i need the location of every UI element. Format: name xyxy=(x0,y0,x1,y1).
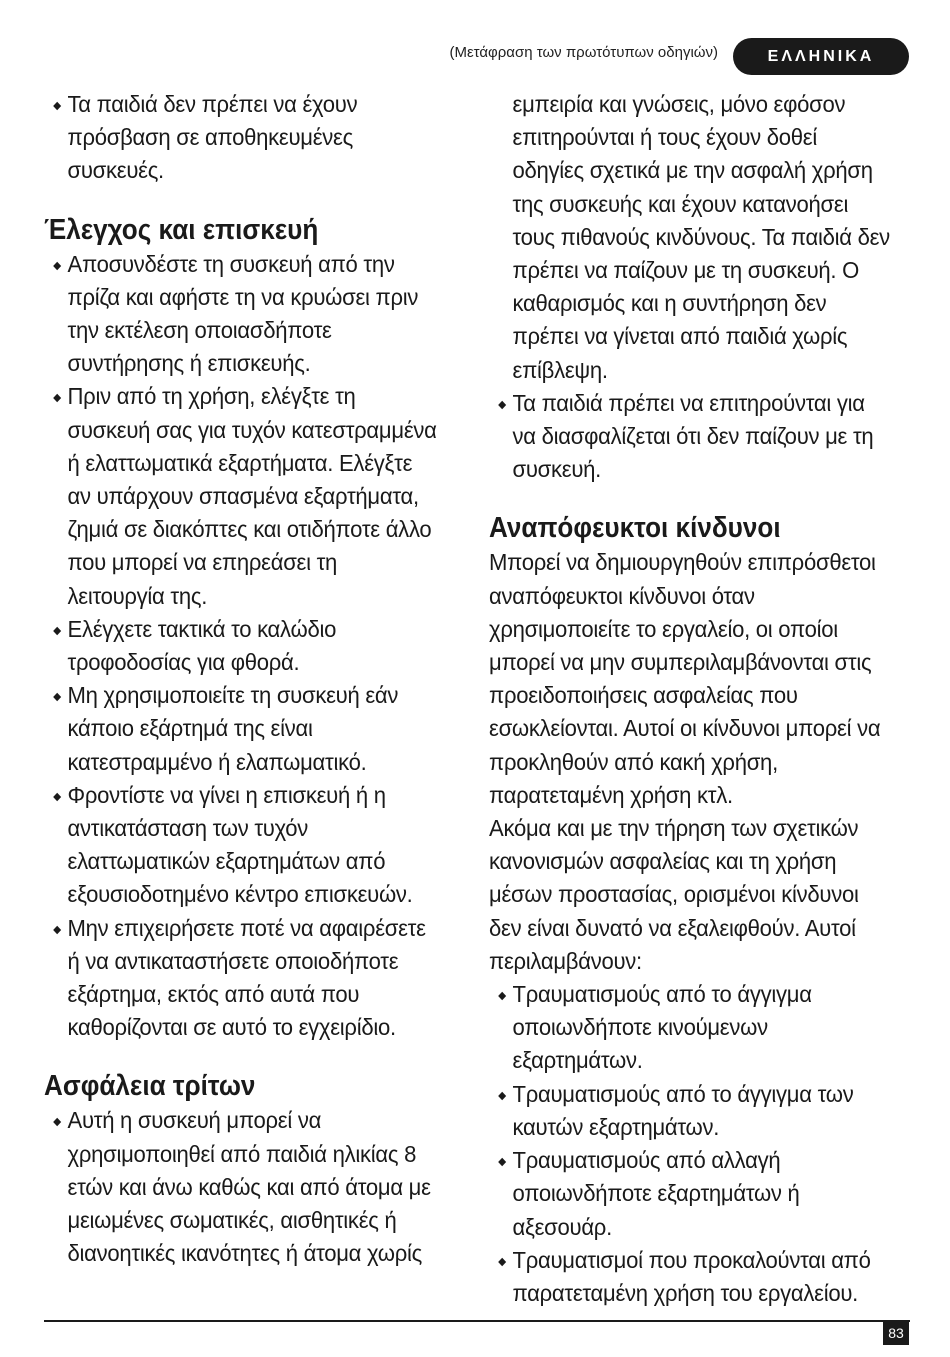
list-item: Τραυματισμοί που προκαλούνται από παρατεταμένη χρήση του εργαλείου. xyxy=(489,1244,893,1310)
translation-note: (Μετάφραση των πρωτότυπων οδηγιών) xyxy=(449,44,718,61)
right-column xyxy=(489,88,919,1310)
list-item: Τραυματισμούς από το άγγιγμα των καυτών εξαρτημάτων. xyxy=(489,1078,893,1144)
section-title-inspection-repair: Έλεγχος και επισκευή xyxy=(44,213,319,246)
left-column xyxy=(44,88,464,1271)
list-item: Τα παιδιά πρέπει να επιτηρούνται για να διασφαλίζεται ότι δεν παίζουν με τη συσκευή. xyxy=(489,387,893,487)
section-title-residual-risks: Αναπόφευκτοι κίνδυνοι xyxy=(489,512,781,545)
continued-text: εμπειρία και γνώσεις, μόνο εφόσον επιτηρούνται ή τους έχουν δοθεί οδηγίες σχετικά με την ασφαλή χρήση της συσκευής και έχουν κατανοήσει τους πιθανούς κινδύνους. Τα παιδιά δεν πρέπει να παίζουν με τη συσκευή. Ο καθαρισμός και η συντήρηση δεν πρέπει να γίνεται από παιδιά χωρίς επίβλεψη. xyxy=(512,91,890,383)
section-title-third-party-safety: Ασφάλεια τρίτων xyxy=(44,1070,256,1103)
list-item: Πριν από τη χρήση, ελέγξτε τη συσκευή σας για τυχόν κατεστραμμένα ή ελαττωματικά εξαρτήματα. Ελέγξτε αν υπάρχουν σπασμένα εξαρτήματα, ζημιά σε διακόπτες και οτιδήποτε άλλο που μπορεί να επηρεάσει τη λειτουργία της. xyxy=(44,380,439,612)
paragraph: Ακόμα και με την τήρηση των σχετικών κανονισμών ασφαλείας και τη χρήση μέσων προστασίας, ορισμένοι κίνδυνοι δεν είναι δυνατό να εξαλειφθούν. Αυτοί περιλαμβάνουν: xyxy=(489,815,859,974)
list-item: Φροντίστε να γίνει η επισκευή ή η αντικατάσταση των τυχόν ελαττωματικών εξαρτημάτων από εξουσιοδοτημένο κέντρο επισκευών. xyxy=(44,779,439,912)
list-item: Μην επιχειρήσετε ποτέ να αφαιρέσετε ή να αντικαταστήσετε οποιοδήποτε εξάρτημα, εκτός από αυτά που καθορίζονται σε αυτό το εγχειρίδιο. xyxy=(44,912,439,1045)
paragraph: Μπορεί να δημιουργηθούν επιπρόσθετοι αναπόφευκτοι κίνδυνοι όταν χρησιμοποιείτε το εργαλείο, οι οποίοι μπορεί να μην συμπεριλαμβάνονται στις προειδοποιήσεις ασφαλείας που εσωκλείονται. Αυτοί οι κίνδυνοι μπορεί να προκληθούν από κακή χρήση, παρατεταμένη χρήση κτλ. xyxy=(489,549,881,808)
intro-bullet: Τα παιδιά δεν πρέπει να έχουν πρόσβαση σε αποθηκευμένες συσκευές. xyxy=(44,88,439,188)
list-item: Τραυματισμούς από αλλαγή οποιωνδήποτε εξαρτημάτων ή αξεσουάρ. xyxy=(489,1144,893,1244)
list-item: Τραυματισμούς από το άγγιγμα οποιωνδήποτε κινούμενων εξαρτημάτων. xyxy=(489,978,893,1078)
list-item: Μη χρησιμοποιείτε τη συσκευή εάν κάποιο εξάρτημά της είναι κατεστραμμένο ή ελαπωματικό. xyxy=(44,679,439,779)
list-item: Αποσυνδέστε τη συσκευή από την πρίζα και αφήστε τη να κρυώσει πριν την εκτέλεση οποιασδήποτε συντήρησης ή επισκευής. xyxy=(44,248,439,381)
list-item: Ελέγχετε τακτικά το καλώδιο τροφοδοσίας για φθορά. xyxy=(44,613,439,679)
footer-divider xyxy=(44,1320,910,1322)
page-number: 83 xyxy=(883,1321,909,1345)
language-badge: ΕΛΛΗΝΙΚΑ xyxy=(733,38,909,75)
list-item: Αυτή η συσκευή μπορεί να χρησιμοποιηθεί από παιδιά ηλικίας 8 ετών και άνω καθώς και από άτομα με μειωμένες σωματικές, αισθητικές ή διανοητικές ικανότητες ή άτομα χωρίς xyxy=(44,1104,439,1270)
